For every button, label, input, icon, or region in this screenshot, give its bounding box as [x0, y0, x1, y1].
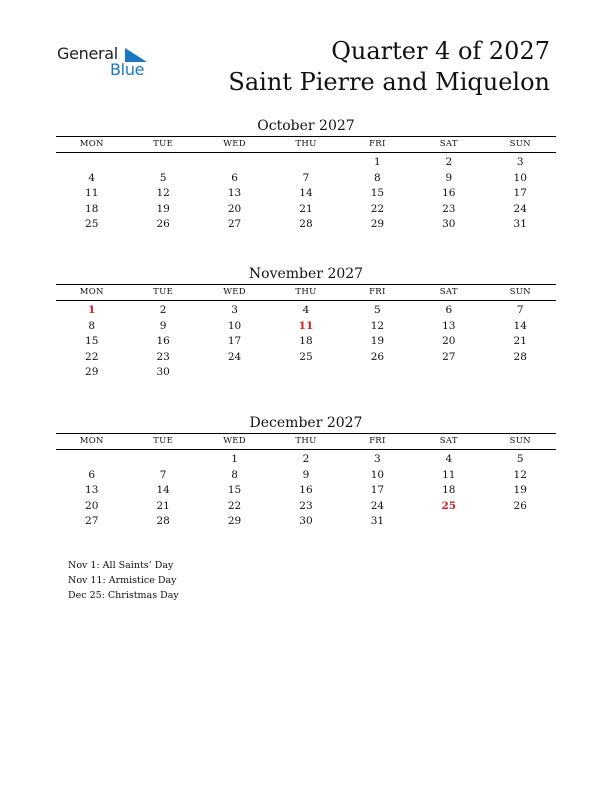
day-cell: 19	[370, 335, 385, 347]
day-cell: 27	[85, 515, 99, 527]
day-cell: 14	[513, 319, 527, 332]
day-cell: 9	[445, 171, 453, 184]
day-cell: 22	[227, 499, 242, 512]
day-cell: 3	[516, 156, 524, 168]
day-cell: 24	[227, 350, 242, 363]
day-cell: 16	[156, 335, 170, 347]
day-cell: 7	[159, 468, 167, 481]
week-row	[56, 202, 556, 218]
day-cell: 20	[85, 499, 99, 512]
empty-day-cell	[56, 452, 127, 468]
month-december	[56, 413, 556, 530]
day-cell: 2	[302, 453, 310, 465]
general-blue-logo	[57, 44, 157, 84]
day-cell: 18	[85, 202, 99, 215]
weekday-header-row	[56, 284, 556, 301]
weekday-header: SAT	[439, 436, 458, 446]
week-row	[56, 365, 556, 381]
week-row	[56, 499, 556, 515]
month-october	[56, 116, 556, 233]
day-cell: 27	[442, 350, 456, 363]
day-cell: 14	[299, 187, 313, 199]
month-title: December 2027	[249, 415, 363, 431]
day-cell: 2	[159, 304, 167, 316]
week-row	[56, 452, 556, 468]
day-cell: 11	[298, 319, 314, 332]
day-cell: 29	[85, 366, 99, 378]
empty-day-cell	[413, 365, 484, 381]
day-cell: 15	[227, 484, 242, 496]
day-cell: 11	[85, 187, 99, 199]
weekday-header: SUN	[509, 287, 531, 297]
empty-day-cell	[413, 514, 484, 530]
weekday-header: THU	[295, 287, 317, 297]
weekday-header: FRI	[369, 139, 386, 149]
week-row	[56, 171, 556, 187]
day-cell: 14	[156, 484, 170, 496]
day-cell: 21	[513, 335, 527, 347]
day-cell: 24	[513, 202, 527, 215]
day-cell: 17	[227, 335, 242, 347]
day-cell: 25	[441, 499, 457, 512]
holiday-note: Dec 25: Christmas Day	[68, 590, 179, 601]
weekday-header: MON	[79, 436, 104, 446]
day-cell: 3	[231, 304, 238, 316]
weekday-header-row	[56, 136, 556, 153]
day-cell: 16	[299, 484, 313, 496]
weekday-header: SAT	[439, 139, 458, 149]
weekday-header: TUE	[153, 436, 174, 446]
day-cell: 10	[513, 171, 527, 184]
weekday-header: THU	[295, 436, 317, 446]
day-cell: 16	[442, 187, 456, 199]
empty-day-cell	[270, 155, 341, 171]
day-cell: 31	[513, 218, 527, 230]
day-cell: 20	[227, 202, 242, 215]
day-cell: 6	[445, 304, 453, 316]
weekday-header: TUE	[153, 287, 174, 297]
day-cell: 25	[85, 218, 99, 230]
month-title: November 2027	[248, 266, 364, 282]
day-cell: 5	[374, 304, 381, 316]
day-cell: 13	[442, 319, 456, 332]
day-cell: 26	[156, 218, 170, 230]
week-row	[56, 186, 556, 202]
day-cell: 28	[513, 350, 527, 363]
empty-day-cell	[485, 514, 556, 530]
weekday-header: WED	[223, 287, 246, 297]
week-row	[56, 155, 556, 171]
day-cell: 11	[442, 468, 456, 481]
day-cell: 8	[231, 468, 238, 481]
week-row	[56, 483, 556, 499]
day-cell: 6	[231, 171, 238, 184]
weekday-header: SUN	[509, 139, 531, 149]
page-title	[228, 36, 550, 98]
weekday-header: TUE	[153, 139, 174, 149]
day-cell: 4	[88, 171, 96, 184]
day-cell: 28	[156, 515, 170, 527]
week-row	[56, 514, 556, 530]
day-cell: 15	[370, 187, 385, 199]
weekday-header-row	[56, 433, 556, 450]
day-cell: 17	[370, 484, 385, 496]
day-cell: 9	[159, 319, 167, 332]
weekday-header: WED	[223, 436, 246, 446]
day-cell: 18	[299, 335, 313, 347]
title-quarter: Quarter 4 of 2027	[331, 37, 550, 65]
day-cell: 23	[299, 499, 313, 512]
month-november	[56, 264, 556, 381]
weekday-header: SUN	[509, 436, 531, 446]
holiday-notes	[68, 558, 179, 603]
holiday-note: Nov 11: Armistice Day	[68, 575, 177, 586]
day-cell: 10	[227, 319, 242, 332]
day-cell: 25	[299, 350, 313, 363]
day-cell: 10	[370, 468, 385, 481]
day-cell: 24	[370, 499, 385, 512]
day-cell: 26	[370, 350, 385, 363]
empty-day-cell	[56, 155, 127, 171]
empty-day-cell	[199, 155, 270, 171]
day-cell: 30	[299, 515, 313, 527]
day-cell: 1	[374, 156, 381, 168]
day-cell: 5	[516, 453, 524, 465]
empty-day-cell	[342, 365, 413, 381]
logo-word-general: General	[57, 44, 118, 63]
day-cell: 1	[88, 304, 96, 316]
day-cell: 9	[302, 468, 310, 481]
day-cell: 4	[445, 453, 453, 465]
day-cell: 29	[370, 218, 385, 230]
title-region: Saint Pierre and Miquelon	[228, 68, 550, 96]
logo-word-blue: Blue	[110, 60, 145, 79]
week-row	[56, 319, 556, 335]
empty-day-cell	[485, 365, 556, 381]
day-cell: 18	[442, 484, 456, 496]
day-cell: 12	[370, 319, 385, 332]
day-cell: 21	[156, 499, 170, 512]
day-cell: 19	[513, 484, 527, 496]
day-cell: 19	[156, 202, 170, 215]
day-cell: 12	[156, 187, 170, 199]
weekday-header: MON	[79, 139, 104, 149]
weekday-header: MON	[79, 287, 104, 297]
day-cell: 7	[302, 171, 310, 184]
day-cell: 13	[227, 187, 242, 199]
day-cell: 8	[88, 319, 96, 332]
week-row	[56, 217, 556, 233]
day-cell: 23	[156, 350, 170, 363]
weekday-header: FRI	[369, 436, 386, 446]
day-cell: 30	[156, 366, 170, 378]
day-cell: 1	[231, 453, 238, 465]
empty-day-cell	[127, 452, 198, 468]
day-cell: 27	[227, 218, 242, 230]
week-row	[56, 468, 556, 484]
weekday-header: FRI	[369, 287, 386, 297]
day-cell: 22	[370, 202, 385, 215]
empty-day-cell	[127, 155, 198, 171]
day-cell: 30	[442, 218, 456, 230]
day-cell: 20	[442, 335, 456, 347]
holiday-note: Nov 1: All Saints’ Day	[68, 560, 174, 571]
day-cell: 6	[88, 468, 96, 481]
week-row	[56, 334, 556, 350]
weekday-header: WED	[223, 139, 246, 149]
week-row	[56, 350, 556, 366]
week-row	[56, 303, 556, 319]
day-cell: 13	[85, 484, 99, 496]
day-cell: 21	[299, 202, 313, 215]
month-title: October 2027	[257, 118, 355, 134]
day-cell: 12	[513, 468, 527, 481]
day-cell: 31	[370, 515, 385, 527]
day-cell: 28	[299, 218, 313, 230]
weekday-header: THU	[295, 139, 317, 149]
day-cell: 29	[227, 515, 242, 527]
day-cell: 22	[85, 350, 99, 363]
empty-day-cell	[199, 365, 270, 381]
day-cell: 8	[374, 171, 381, 184]
day-cell: 2	[445, 156, 453, 168]
day-cell: 3	[374, 453, 381, 465]
day-cell: 5	[159, 171, 167, 184]
day-cell: 17	[513, 187, 527, 199]
day-cell: 26	[513, 499, 527, 512]
weekday-header: SAT	[439, 287, 458, 297]
empty-day-cell	[270, 365, 341, 381]
day-cell: 15	[85, 335, 99, 347]
day-cell: 4	[302, 304, 310, 316]
day-cell: 7	[516, 304, 524, 316]
day-cell: 23	[442, 202, 456, 215]
